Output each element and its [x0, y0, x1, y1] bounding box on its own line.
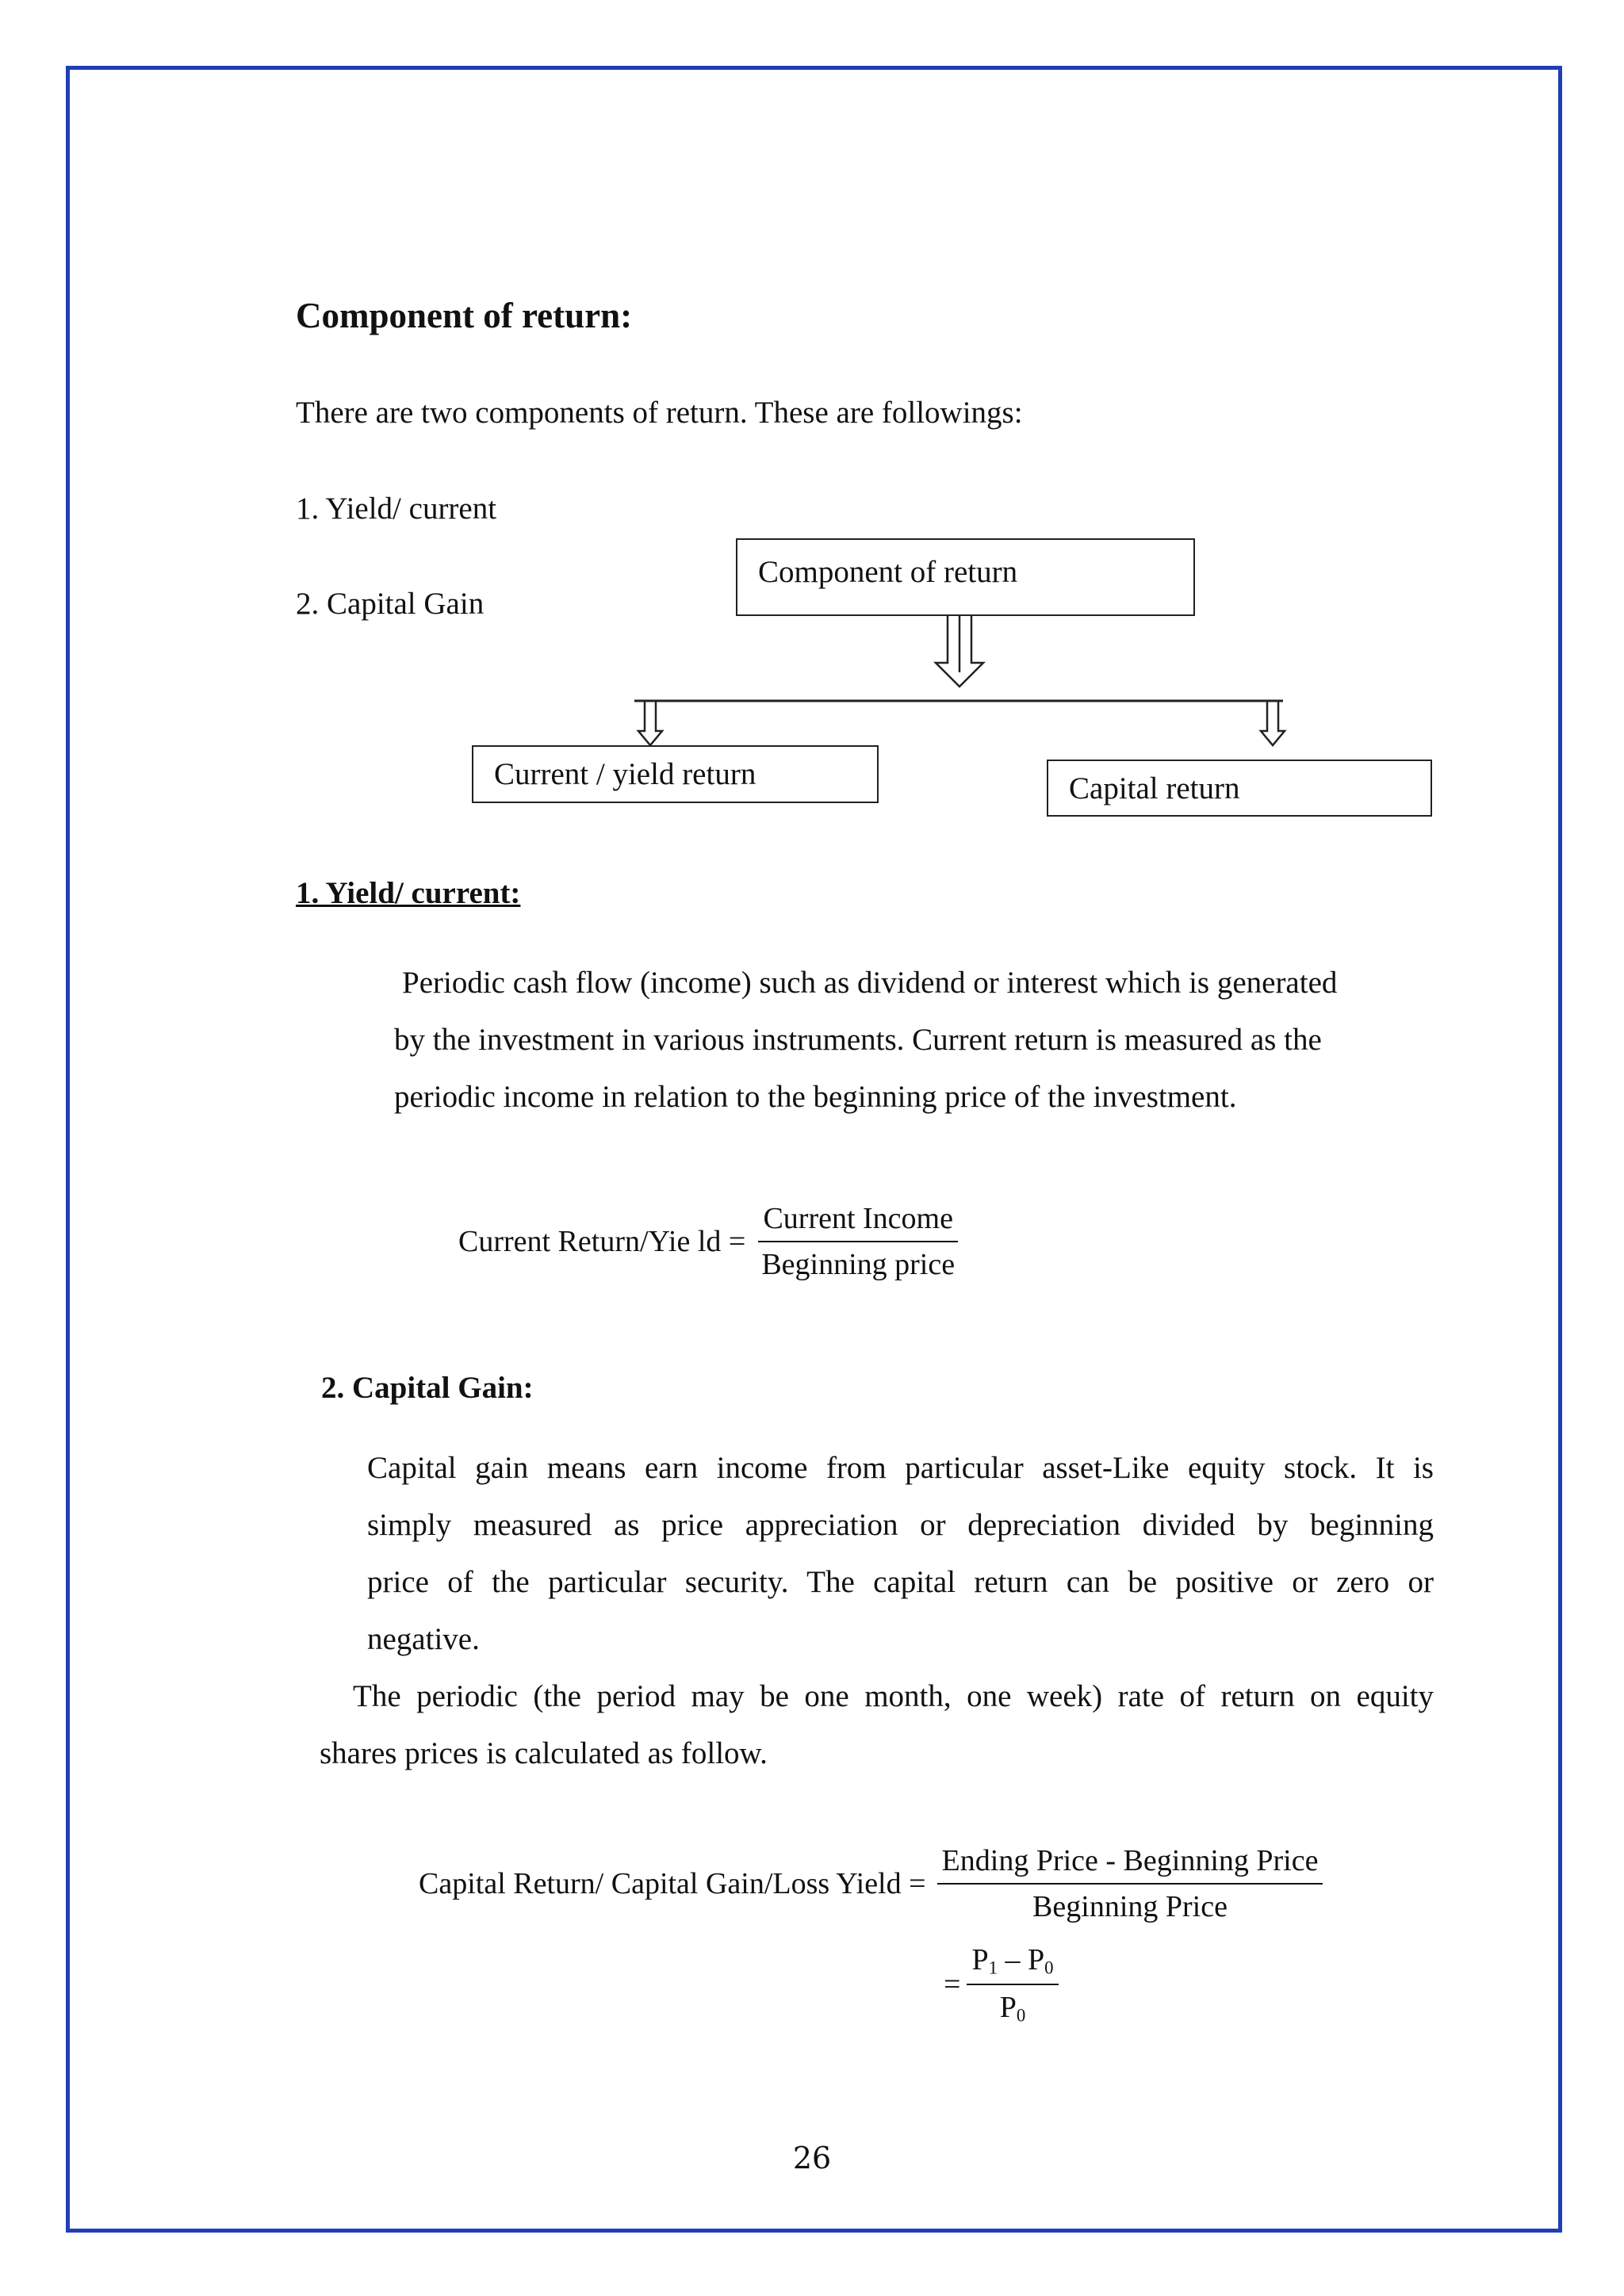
left-arrow: [638, 701, 662, 745]
list-item: 1. Yield/ current: [296, 492, 497, 526]
diagram-arrows: [0, 0, 1624, 832]
list-item: 2. Capital Gain: [296, 587, 485, 621]
formula-lhs: Capital Return/ Capital Gain/Loss Yield =: [419, 1867, 926, 1900]
section2-paragraph: [367, 1440, 1434, 1668]
formula-numerator: Current Income: [758, 1201, 958, 1242]
section1-heading: 1. Yield/ current:: [296, 876, 521, 910]
capital-return-formula-short: [944, 1942, 1059, 2026]
section2-line: simply measured as price appreciation or depreciation divided by beginning: [367, 1508, 1434, 1542]
page-number: 26: [792, 2141, 832, 2175]
section2-line: shares prices is calculated as follow.: [320, 1736, 768, 1770]
formula-numerator: Ending Price - Beginning Price: [937, 1843, 1323, 1885]
section2-paragraph2: [320, 1668, 1434, 1782]
formula-lhs: Current Return/Yie ld =: [458, 1225, 746, 1258]
right-arrow: [1261, 701, 1285, 745]
formula-numerator: $P_1 - P_0$: [967, 1942, 1058, 1985]
formula-denominator: $P_0$: [999, 1990, 1026, 2026]
current-return-formula: [458, 1201, 959, 1282]
formula-denominator: Beginning price: [761, 1248, 956, 1281]
section1-line: periodic income in relation to the beginning price of the investment.: [394, 1080, 1237, 1114]
section2-line: price of the particular security. The capital return can be positive or zero or: [367, 1565, 1434, 1599]
diagram-left-box: Current / yield return: [472, 745, 879, 803]
section2-heading: 2. Capital Gain:: [321, 1371, 534, 1405]
diagram-top-box: Component of return: [736, 538, 1195, 616]
formula-equals: =: [944, 1967, 961, 2001]
formula-denominator: Beginning Price: [1032, 1890, 1228, 1923]
capital-return-formula: [419, 1843, 1323, 1924]
section1-line: by the investment in various instruments. Current return is measured as the: [394, 1023, 1322, 1057]
intro-text: There are two components of return. These are followings:: [296, 396, 1023, 430]
section2-line: Capital gain means earn income from particular asset-Like equity stock. It is: [367, 1451, 1434, 1485]
section2-line: The periodic (the period may be one month, one week) rate of return on equity: [353, 1679, 1434, 1713]
section1-paragraph: [394, 955, 1405, 1126]
diagram-right-box: Capital return: [1047, 760, 1432, 817]
page-heading: Component of return:: [296, 296, 633, 335]
section1-line: Periodic cash flow (income) such as dividend or interest which is generated: [402, 966, 1338, 1000]
section2-line: negative.: [367, 1622, 480, 1656]
